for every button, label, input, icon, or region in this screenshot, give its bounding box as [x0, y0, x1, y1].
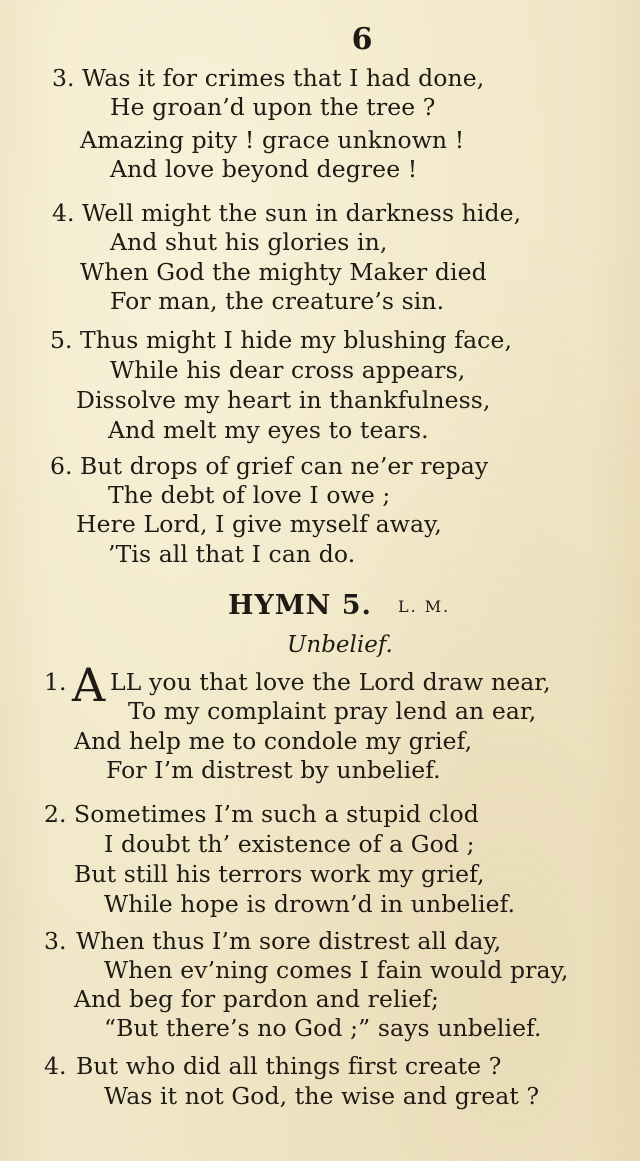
- stanza-number: 2.: [44, 800, 67, 828]
- verse-line: When ev’ning comes I fain would pray,: [104, 956, 569, 984]
- stanza-number: 3.: [52, 64, 75, 92]
- verse-line: When thus I’m sore distrest all day,: [76, 927, 502, 955]
- hymn-subtitle: Unbelief.: [287, 632, 393, 658]
- verse-line: ’Tis all that I can do.: [108, 540, 356, 568]
- verse-line: And shut his glories in,: [110, 228, 388, 256]
- verse-line: While hope is drown’d in unbelief.: [104, 890, 516, 918]
- verse-line: LL you that love the Lord draw near,: [110, 668, 551, 696]
- verse-line: To my complaint pray lend an ear,: [128, 697, 537, 725]
- verse-line: But still his terrors work my grief,: [74, 860, 485, 888]
- hymn-heading: [0, 590, 640, 626]
- verse-line: I doubt th’ existence of a God ;: [104, 830, 475, 858]
- stanza-number: 1.: [44, 668, 67, 696]
- verse-line: Was it not God, the wise and great ?: [104, 1082, 540, 1110]
- verse-line: “But there’s no God ;” says unbelief.: [104, 1014, 542, 1042]
- verse-line: And love beyond degree !: [110, 155, 418, 183]
- verse-line: He groan’d upon the tree ?: [110, 93, 436, 121]
- verse-line: But who did all things first create ?: [76, 1052, 502, 1080]
- hymn-meter: L. M.: [398, 597, 451, 616]
- stanza-number: 4.: [52, 199, 75, 227]
- stanza-number: 6.: [50, 452, 73, 480]
- verse-line: Amazing pity ! grace unknown !: [80, 126, 465, 154]
- stanza-number: 3.: [44, 927, 67, 955]
- verse-line: Thus might I hide my blushing face,: [80, 326, 513, 354]
- verse-line: And beg for pardon and relief;: [74, 985, 440, 1013]
- verse-line: When God the mighty Maker died: [80, 258, 487, 286]
- verse-line: For man, the creature’s sin.: [110, 287, 445, 315]
- verse-line: Was it for crimes that I had done,: [82, 64, 485, 92]
- stanza-number: 5.: [50, 326, 73, 354]
- verse-line: Well might the sun in darkness hide,: [82, 199, 522, 227]
- verse-line: For I’m distrest by unbelief.: [106, 756, 441, 784]
- page-number: 6: [351, 22, 374, 57]
- verse-line: While his dear cross appears,: [110, 356, 466, 384]
- stanza-number: 4.: [44, 1052, 67, 1080]
- hymn-title: HYMN 5.: [228, 590, 372, 621]
- verse-line: Dissolve my heart in thankfulness,: [76, 386, 491, 414]
- drop-cap: A: [72, 658, 106, 712]
- verse-line: Sometimes I’m such a stupid clod: [74, 800, 479, 828]
- verse-line: And melt my eyes to tears.: [108, 416, 429, 444]
- verse-line: Here Lord, I give myself away,: [76, 510, 442, 538]
- verse-line: The debt of love I owe ;: [108, 481, 391, 509]
- verse-line: And help me to condole my grief,: [74, 727, 473, 755]
- verse-line: But drops of grief can ne’er repay: [80, 452, 489, 480]
